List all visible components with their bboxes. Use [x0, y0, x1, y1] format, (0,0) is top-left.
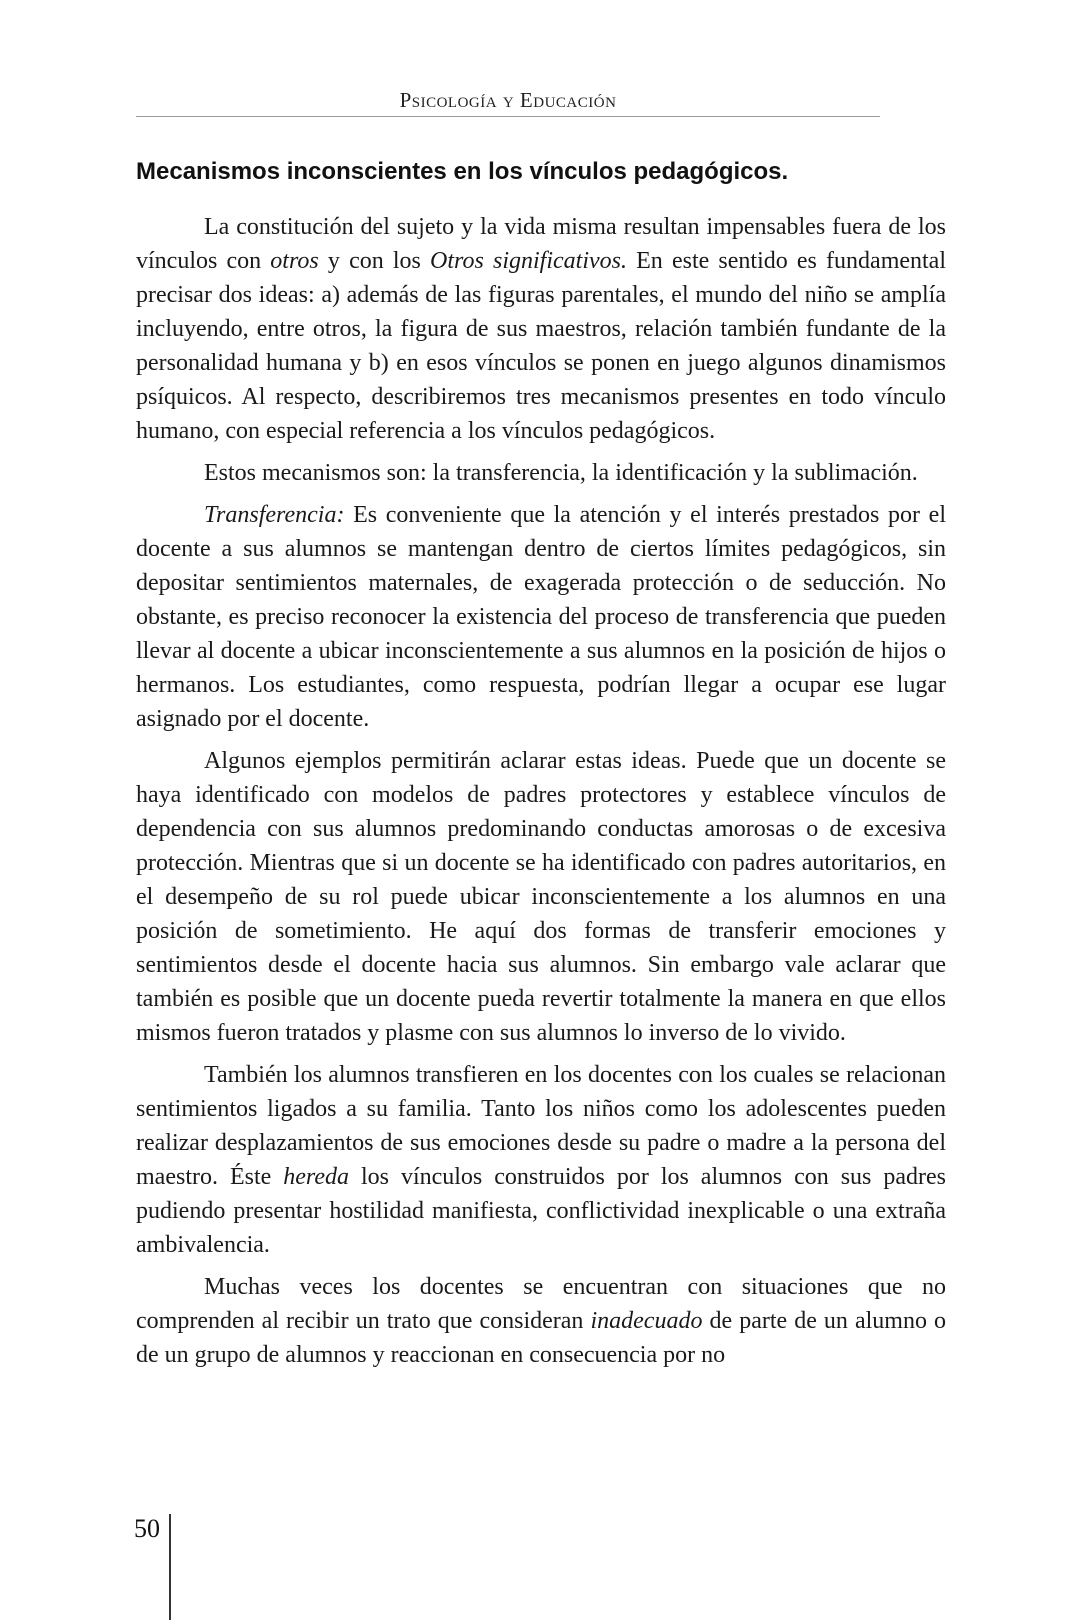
text-run: de parte de un alumno o de un grupo de alumnos y reaccionan en consecuencia por no [136, 1308, 947, 1368]
body-text [136, 210, 946, 1380]
text-run: En este sentido es fundamental precisar dos ideas: a) además de las figuras parentales, el mundo del niño se amplía incluyendo, entre otros, la figura de sus maestros, relación también fundante de la personalidad humana y b) en esos vínculos se ponen en juego algunos dinamismos psíquicos. Al respecto, describiremos tres mecanismos presentes en todo vínculo humano, con especial referencia a los vínculos pedagógicos. [136, 248, 946, 444]
section-title: Mecanismos inconscientes en los vínculos pedagógicos. [136, 158, 789, 185]
text-run: los vínculos construidos por los alumnos con sus padres pudiendo presentar hostilidad manifiesta, conflictividad inexplicable o una extraña ambivalencia. [136, 1164, 946, 1258]
paragraph [136, 744, 946, 1050]
italic-run: hereda [283, 1164, 349, 1190]
paragraph [136, 1270, 946, 1372]
paragraph [136, 1058, 946, 1262]
text-run: Es conveniente que la atención y el interés prestados por el docente a sus alumnos se mantengan dentro de ciertos límites pedagógicos, sin depositar sentimientos maternales, de exagerada protección o de seducción. No obstante, es preciso reconocer la existencia del proceso de transferencia que pueden llevar al docente a ubicar inconscientemente a sus alumnos en la posición de hijos o hermanos. Los estudiantes, como respuesta, podrían llegar a ocupar ese lugar asignado por el docente. [136, 502, 946, 732]
paragraph [136, 498, 946, 736]
text-run: La constitución del sujeto y la vida misma resultan impensables fuera de los vínculos con [136, 214, 946, 274]
italic-run: Transferencia: [204, 502, 345, 528]
page-number-rule [169, 1514, 171, 1620]
italic-run: inadecuado [590, 1308, 703, 1334]
running-head: Psicología y Educación [399, 88, 617, 112]
text-run: Algunos ejemplos permitirán aclarar estas ideas. Puede que un docente se haya identificado con modelos de padres protectores y establece vínculos de dependencia con sus alumnos predominando conductas amorosas o de excesiva protección. Mientras que si un docente se ha identificado con padres autoritarios, en el desempeño de su rol puede ubicar inconscientemente a los alumnos en una posición de sometimiento. He aquí dos formas de transferir emociones y sentimientos desde el docente hacia sus alumnos. Sin embargo vale aclarar que también es posible que un docente pueda revertir totalmente la manera en que ellos mismos fueron tratados y plasme con sus alumnos lo inverso de lo vivido. [136, 748, 946, 1046]
text-run: Estos mecanismos son: la transferencia, la identificación y la sublimación. [204, 460, 918, 486]
italic-run: Otros significativos. [430, 248, 627, 274]
paragraph [136, 456, 946, 490]
italic-run: otros [270, 248, 319, 274]
header-divider [136, 116, 880, 117]
text-run: y con los [318, 248, 431, 274]
text-run: Muchas veces los docentes se encuentran con situaciones que no comprenden al recibir un trato que consideran [136, 1274, 946, 1334]
paragraph [136, 210, 946, 448]
page-number: 50 [134, 1514, 160, 1543]
text-run: También los alumnos transfieren en los docentes con los cuales se relacionan sentimientos ligados a su familia. Tanto los niños como los adolescentes pueden realizar desplazamientos de sus emociones desde su padre o madre a la persona del maestro. Éste [136, 1062, 946, 1190]
